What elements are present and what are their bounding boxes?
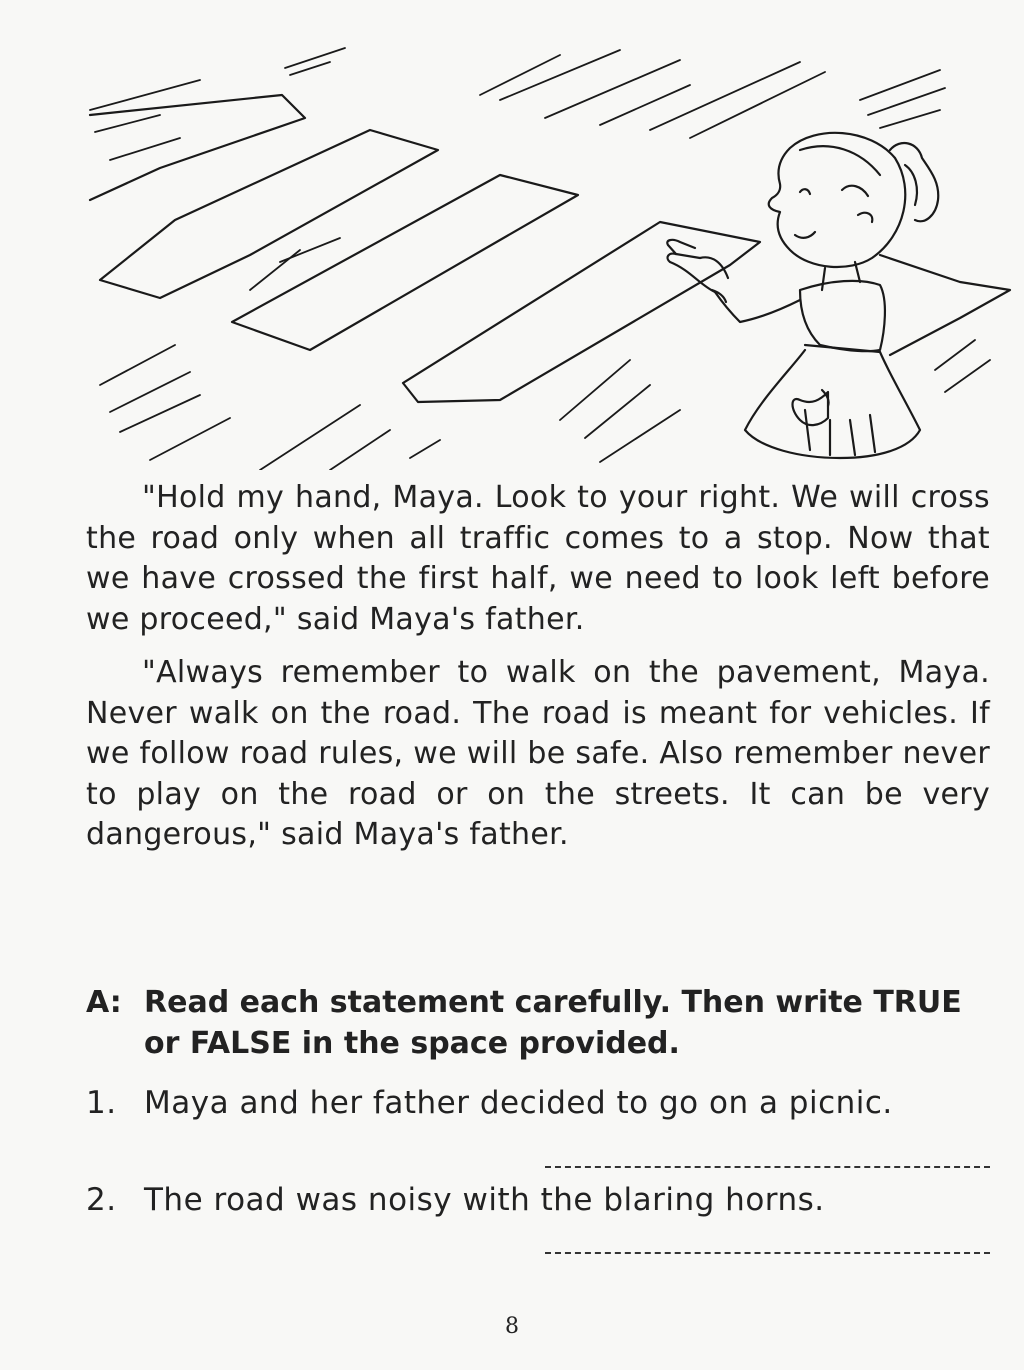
page-number: 8 (505, 1314, 519, 1339)
motion-lines (90, 48, 990, 470)
story-paragraph-2: "Always remember to walk on the pavement, Maya. Never walk on the road. The road is meant for vehicles. If we follow road rules, we will be safe. Also remember never to play on the road or on the streets. It can be very dangerous," said Maya's father. (86, 655, 990, 852)
exercise-label: A: (86, 985, 122, 1020)
girl-figure (667, 133, 938, 458)
exercise-heading (86, 982, 990, 1064)
question-number: 2. (86, 1182, 117, 1218)
question-text: The road was noisy with the blaring horns. (144, 1182, 825, 1218)
story-paragraph-1: "Hold my hand, Maya. Look to your right. We will cross the road only when all traffic comes to a stop. Now that we have crossed the first half, we need to look left before we proceed," said Maya's father. (86, 480, 990, 637)
question-2 (86, 1180, 990, 1220)
story-text (86, 478, 990, 869)
question-number: 1. (86, 1085, 117, 1121)
question-1 (86, 1083, 990, 1123)
answer-line-1[interactable] (545, 1166, 990, 1168)
question-text: Maya and her father decided to go on a picnic. (144, 1085, 893, 1121)
exercise-instruction: Read each statement carefully. Then write TRUE or FALSE in the space provided. (144, 985, 962, 1061)
answer-line-2[interactable] (545, 1252, 990, 1254)
zebra-crossing-illustration (0, 0, 1024, 470)
